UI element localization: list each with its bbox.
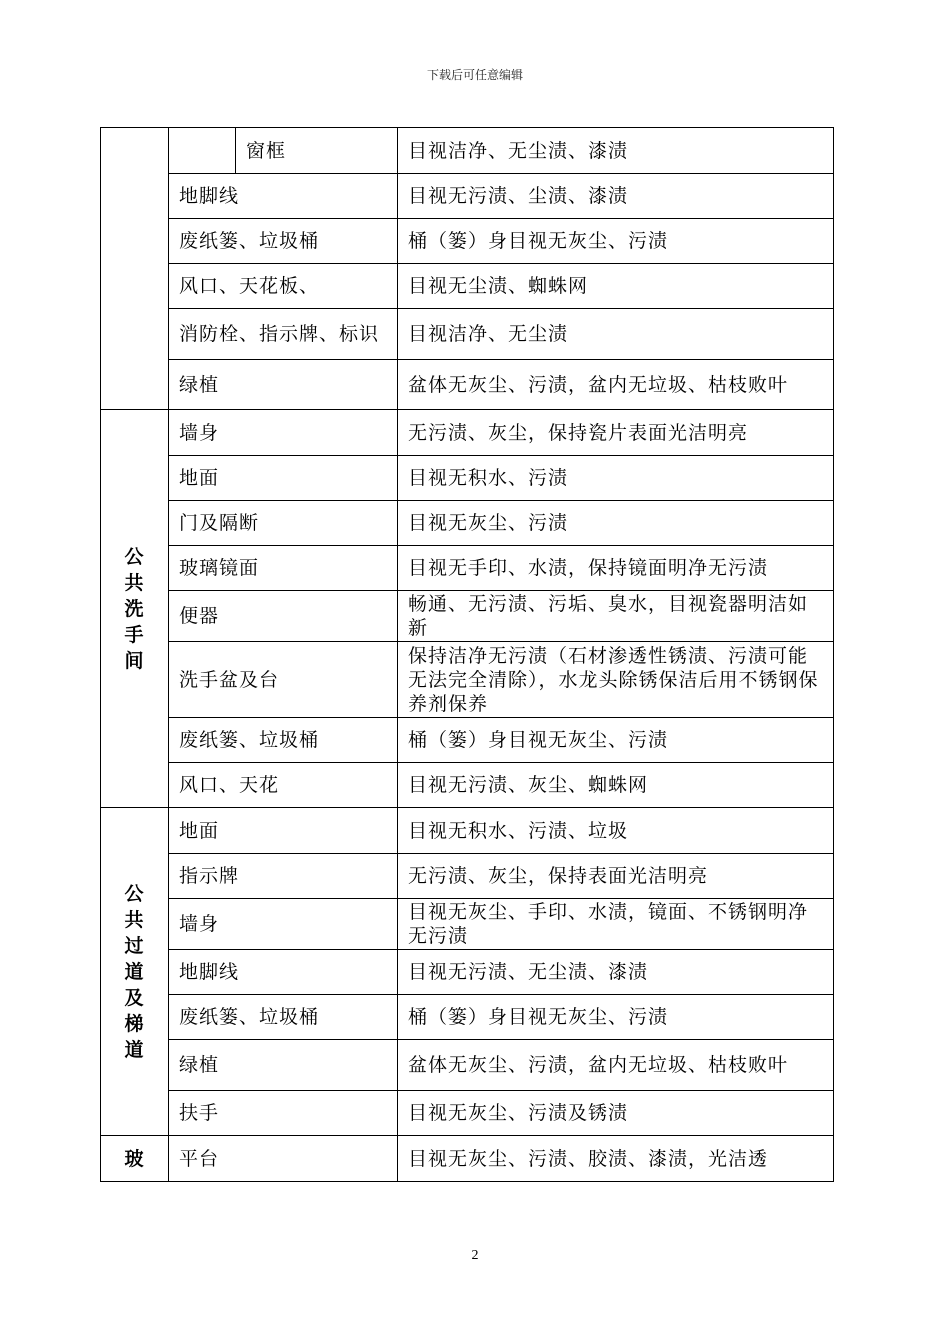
item-cell: 地脚线 bbox=[169, 174, 398, 219]
item-cell: 绿植 bbox=[169, 360, 398, 410]
standard-cell: 目视无积水、污渍 bbox=[398, 456, 834, 501]
category-cell: 公共过道及梯道 bbox=[101, 808, 169, 1136]
table-row bbox=[101, 128, 834, 174]
standard-cell: 目视无积水、污渍、垃圾 bbox=[398, 808, 834, 854]
table-row bbox=[101, 410, 834, 456]
item-cell: 便器 bbox=[169, 591, 398, 642]
item-cell: 废纸篓、垃圾桶 bbox=[169, 995, 398, 1040]
item-cell: 风口、天花 bbox=[169, 763, 398, 808]
category-cell: 玻 bbox=[101, 1136, 169, 1182]
item-cell: 地脚线 bbox=[169, 950, 398, 995]
item-cell: 地面 bbox=[169, 808, 398, 854]
standard-cell: 目视无灰尘、污渍及锈渍 bbox=[398, 1091, 834, 1136]
standard-cell: 目视洁净、无尘渍 bbox=[398, 309, 834, 360]
standard-cell: 无污渍、灰尘，保持瓷片表面光洁明亮 bbox=[398, 410, 834, 456]
table-row bbox=[101, 1040, 834, 1091]
category-cell bbox=[101, 128, 169, 410]
table-row bbox=[101, 899, 834, 950]
page-header: 下载后可任意编辑 bbox=[426, 68, 523, 82]
standard-cell: 畅通、无污渍、污垢、臭水，目视瓷器明洁如新 bbox=[398, 591, 834, 642]
table-row bbox=[101, 642, 834, 718]
standard-cell: 目视无灰尘、污渍 bbox=[398, 501, 834, 546]
standard-cell: 目视无污渍、尘渍、漆渍 bbox=[398, 174, 834, 219]
table-row bbox=[101, 808, 834, 854]
item-cell: 指示牌 bbox=[169, 854, 398, 899]
table-row bbox=[101, 854, 834, 899]
page-number: 2 bbox=[471, 1248, 479, 1263]
standard-cell: 目视无灰尘、污渍、胶渍、漆渍，光洁透 bbox=[398, 1136, 834, 1182]
item-cell: 废纸篓、垃圾桶 bbox=[169, 219, 398, 264]
item-cell: 墙身 bbox=[169, 899, 398, 950]
standard-cell: 目视无手印、水渍，保持镜面明净无污渍 bbox=[398, 546, 834, 591]
item-cell: 窗框 bbox=[169, 128, 398, 174]
item-cell: 扶手 bbox=[169, 1091, 398, 1136]
table-row bbox=[101, 309, 834, 360]
item-cell: 绿植 bbox=[169, 1040, 398, 1091]
item-cell: 玻璃镜面 bbox=[169, 546, 398, 591]
item-cell: 洗手盆及台 bbox=[169, 642, 398, 718]
standard-cell: 目视无灰尘、手印、水渍，镜面、不锈钢明净无污渍 bbox=[398, 899, 834, 950]
item-cell: 风口、天花板、 bbox=[169, 264, 398, 309]
item-cell: 门及隔断 bbox=[169, 501, 398, 546]
standard-cell: 盆体无灰尘、污渍，盆内无垃圾、枯枝败叶 bbox=[398, 360, 834, 410]
table-row bbox=[101, 546, 834, 591]
standard-cell: 目视洁净、无尘渍、漆渍 bbox=[398, 128, 834, 174]
standard-cell: 保持洁净无污渍（石材渗透性锈渍、污渍可能无法完全清除），水龙头除锈保洁后用不锈钢保养剂保养 bbox=[398, 642, 834, 718]
table-row bbox=[101, 360, 834, 410]
item-cell: 平台 bbox=[169, 1136, 398, 1182]
table-row bbox=[101, 174, 834, 219]
table-row bbox=[101, 501, 834, 546]
table-row bbox=[101, 264, 834, 309]
table-row bbox=[101, 219, 834, 264]
table-row bbox=[101, 718, 834, 763]
item-cell: 地面 bbox=[169, 456, 398, 501]
standard-cell: 目视无污渍、无尘渍、漆渍 bbox=[398, 950, 834, 995]
table-row bbox=[101, 763, 834, 808]
table-row bbox=[101, 456, 834, 501]
standard-cell: 桶（篓）身目视无灰尘、污渍 bbox=[398, 995, 834, 1040]
table-row bbox=[101, 995, 834, 1040]
item-cell: 消防栓、指示牌、标识 bbox=[169, 309, 398, 360]
standard-cell: 目视无尘渍、蜘蛛网 bbox=[398, 264, 834, 309]
standard-cell: 盆体无灰尘、污渍，盆内无垃圾、枯枝败叶 bbox=[398, 1040, 834, 1091]
table-row bbox=[101, 1091, 834, 1136]
standard-cell: 无污渍、灰尘，保持表面光洁明亮 bbox=[398, 854, 834, 899]
table-row bbox=[101, 950, 834, 995]
table-row bbox=[101, 591, 834, 642]
table-row bbox=[101, 1136, 834, 1182]
item-cell: 废纸篓、垃圾桶 bbox=[169, 718, 398, 763]
standard-cell: 桶（篓）身目视无灰尘、污渍 bbox=[398, 718, 834, 763]
item-cell: 墙身 bbox=[169, 410, 398, 456]
standard-cell: 目视无污渍、灰尘、蜘蛛网 bbox=[398, 763, 834, 808]
category-cell: 公共洗手间 bbox=[101, 410, 169, 808]
standard-cell: 桶（篓）身目视无灰尘、污渍 bbox=[398, 219, 834, 264]
cleaning-standards-table bbox=[100, 127, 834, 1182]
